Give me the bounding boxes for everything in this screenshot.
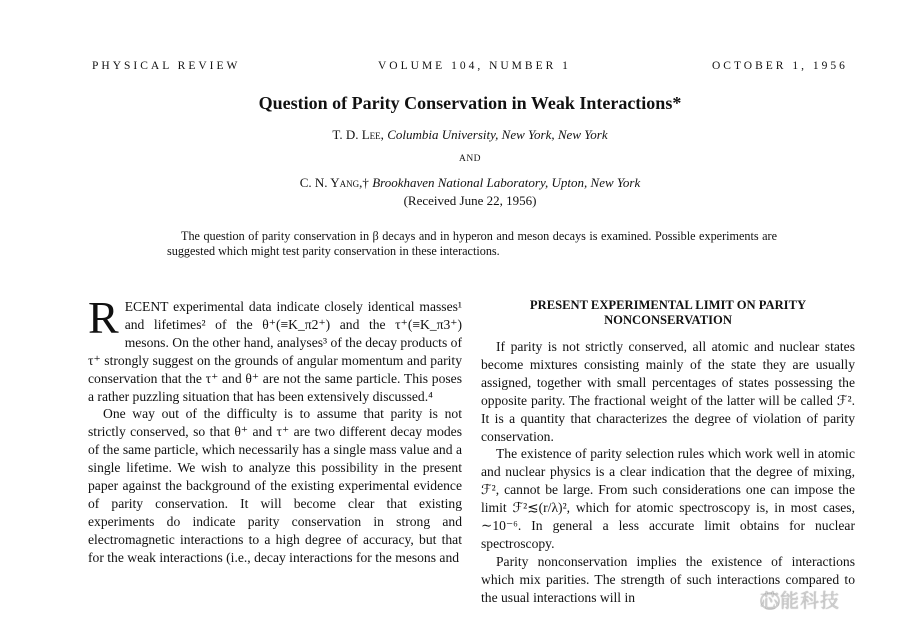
right-paragraph-1: If parity is not strictly conserved, all atomic and nuclear states become mixtures consisting mainly of the state they are usually assigned, together with small percentages of states possessing the opposite parity. The fractional weight of the latter will be called ℱ². It is a quantity that characterizes the degree of violation of parity conservation. [481, 339, 855, 444]
and-separator: AND [458, 154, 482, 164]
author-2-name: C. N. Yang,† [299, 175, 369, 190]
right-paragraph-3: Parity nonconservation implies the existence of interactions which mix parities. The strength of such interactions compared to the usual interactions will in [481, 553, 855, 605]
abstract: The question of parity conservation in β decays and in hyperon and meson decays is examined. Possible experiments are suggested which might test parity conservation in these interactions. [167, 229, 777, 258]
author-1-name: T. D. Lee, [332, 127, 384, 142]
right-paragraph-2: The existence of parity selection rules which work well in atomic and nuclear physics is a clear indication that the degree of mixing, ℱ², cannot be large. From such considerations one can impose the limit ℱ²≲(r/λ)², which for atomic spectroscopy is, in most cases, ∼10⁻⁶. In general a less accurate limit obtains for nuclear spectroscopy. [481, 446, 855, 551]
running-header-journal: PHYSICAL REVIEW [92, 60, 241, 72]
body-paragraph-2: One way out of the difficulty is to assume that parity is not strictly conserved, so that θ⁺ and τ⁺ are two different decay modes of the same particle, which necessarily has a single mass value and a single lifetime. We wish to analyze this possibility in the present paper against the background of the existing experimental evidence of parity conservation. It will become clear that existing experiments do indicate parity conservation in strong and electromagnetic interactions to a high degree of accuracy, but that for the weak interactions (i.e., decay interactions for the mesons and [88, 406, 462, 565]
author-line-1 [0, 127, 920, 143]
running-header-volume: VOLUME 104, NUMBER 1 [378, 60, 571, 72]
author-1-affiliation: Columbia University, New York, New York [387, 127, 608, 142]
running-header-date: OCTOBER 1, 1956 [712, 60, 848, 72]
received-date: (Received June 22, 1956) [403, 193, 537, 208]
left-column [88, 298, 462, 643]
paper-title: Question of Parity Conservation in Weak Interactions* [258, 93, 682, 113]
intro-paragraph-text: ECENT experimental data indicate closely identical masses¹ and lifetimes² of the θ⁺(≡K_π2⁺) and the τ⁺(≡K_π3⁺) mesons. On the other hand, analyses³ of the decay products of τ⁺ strongly suggest on the grounds of angular momentum and parity conservation that the τ⁺ and θ⁺ are not the same particle. This poses a rather puzzling situation that has been extensively discussed.⁴ [88, 299, 462, 404]
author-2-affiliation: Brookhaven National Laboratory, Upton, New York [372, 175, 641, 190]
watermark-text: 芯能科技 [760, 590, 841, 612]
section-heading: PRESENT EXPERIMENTAL LIMIT ON PARITY NONCONSERVATION [529, 298, 807, 327]
author-line-2 [0, 175, 920, 191]
intro-paragraph [88, 298, 462, 405]
drop-cap: R [88, 298, 119, 343]
